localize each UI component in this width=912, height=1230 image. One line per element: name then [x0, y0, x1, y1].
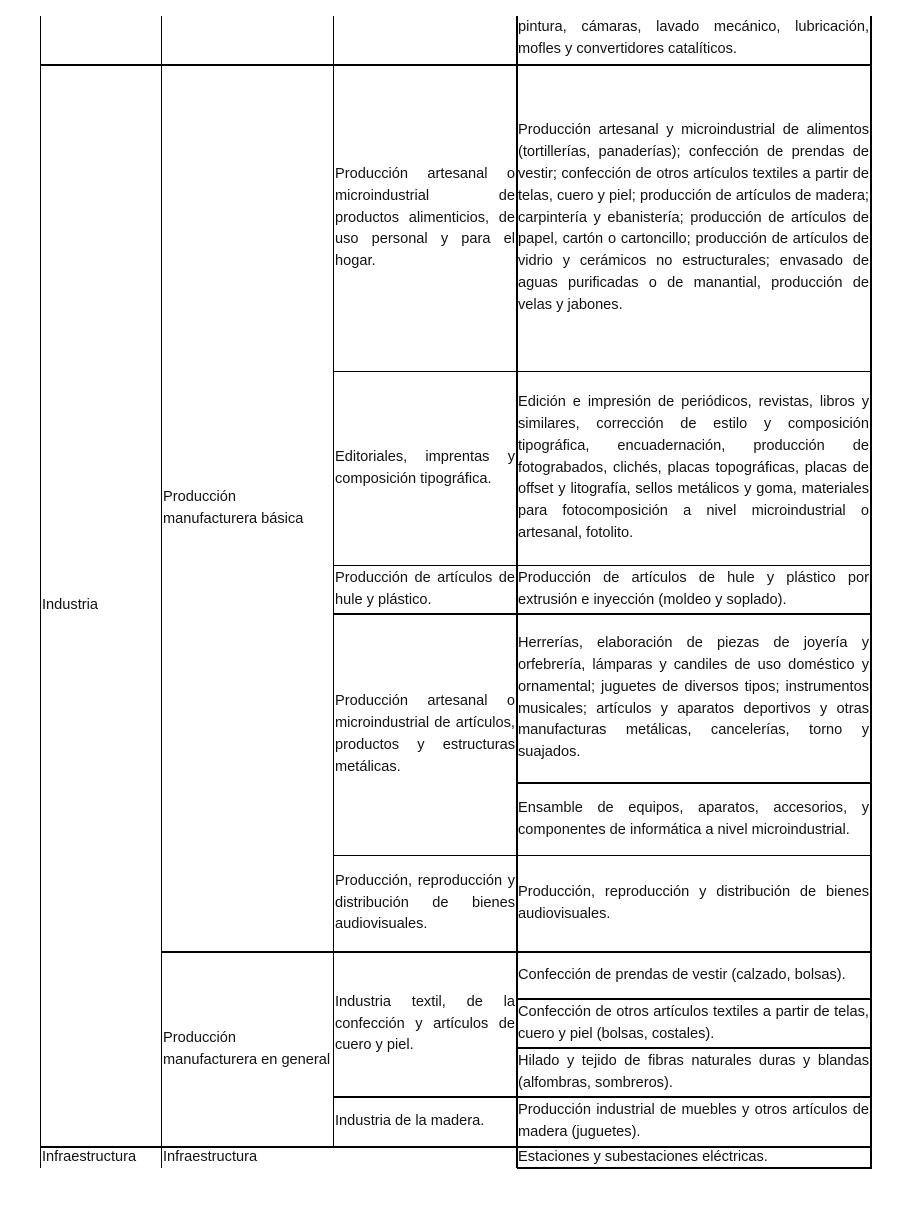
table-cell-category — [42, 1148, 160, 1168]
activity-text: Producción industrial de muebles y otros artículos de madera (juguetes). — [518, 1102, 869, 1140]
group-label: Producción manufacturera en general — [163, 1029, 331, 1068]
table-cell-activity — [518, 566, 869, 613]
table-cell-subgroup — [335, 615, 515, 855]
activity-text: Producción, reproducción y distribución de bienes audiovisuales. — [518, 883, 869, 922]
activity-text: Hilado y tejido de fibras naturales duras y blandas (alfombras, sombreros). — [518, 1052, 869, 1091]
subgroup-text: Producción, reproducción y distribución de bienes audiovisuales. — [335, 872, 515, 933]
table-cell-activity — [518, 784, 869, 855]
subgroup-text: Producción artesanal o microindustrial de productos alimenticios, de uso personal y para el hogar. — [335, 166, 515, 270]
subgroup-text: Industria de la madera. — [335, 1113, 485, 1130]
subgroup-text: Producción de artículos de hule y plástico. — [335, 569, 515, 608]
grid-line — [40, 16, 41, 1168]
subgroup-text: Industria textil, de la confección y artículos de cuero y piel. — [335, 993, 515, 1054]
table-cell-subgroup — [335, 372, 515, 565]
category-label: Industria — [42, 597, 98, 614]
subgroup-text: Editoriales, imprentas y composición tipográfica. — [335, 448, 515, 487]
table-cell-group — [163, 1148, 463, 1168]
activity-text: Producción de artículos de hule y plástico por extrusión e inyección (moldeo y soplado). — [518, 569, 869, 608]
activity-text: Herrerías, elaboración de piezas de joyería y orfebrería, lámparas y candiles de uso doméstico y ornamental; juguetes de diversos tipos; instrumentos musicales; artículos y aparatos deportivos y otras manufacturas metálicas, cancelerías, torno y suajados. — [518, 635, 869, 761]
activity-text: Producción artesanal y microindustrial de alimentos (tortillerías, panaderías); confección de prendas de vestir; confección de otros artículos textiles a partir de telas, cuero y piel; producción de artículos de madera; carpintería y ebanistería; producción de artículos de papel, cartón o cartoncillo; producción de artículos de vidrio y cerámicos no estructurales; envasado de aguas purificadas o de manantial, producción de velas y jabones. — [518, 122, 869, 313]
group-label: Producción manufacturera básica — [163, 488, 304, 527]
table-cell-activity — [518, 372, 869, 565]
activity-text: Confección de otros artículos textiles a partir de telas, cuero y piel (bolsas, costales). — [518, 1003, 869, 1042]
grid-line — [870, 16, 872, 1168]
activity-text: Confección de prendas de vestir (calzado, bolsas). — [518, 966, 846, 983]
table-cell-group — [163, 66, 331, 951]
table-cell-activity — [518, 1049, 869, 1096]
grid-line — [161, 16, 162, 1168]
table-cell-category — [42, 66, 160, 1146]
table-cell-activity — [518, 615, 869, 782]
table-cell-activity — [518, 1098, 869, 1146]
table-cell-subgroup — [335, 953, 515, 1096]
table-cell-subgroup — [335, 1098, 515, 1146]
table-cell-activity — [518, 66, 869, 371]
subgroup-text: Producción artesanal o microindustrial de artículos, productos y estructuras metálicas. — [335, 693, 515, 775]
activity-text: pintura, cámaras, lavado mecánico, lubricación, mofles y convertidores catalíticos. — [518, 19, 869, 57]
grid-line — [333, 16, 334, 1148]
table-cell-activity — [518, 856, 869, 951]
table-cell-subgroup — [335, 566, 515, 613]
activity-text: Estaciones y subestaciones eléctricas. — [518, 1149, 768, 1166]
table-cell-activity — [518, 953, 869, 998]
category-label: Infraestructura — [42, 1149, 137, 1166]
table-cell-subgroup — [335, 856, 515, 951]
table-cell-group — [163, 953, 331, 1146]
activity-text: Edición e impresión de periódicos, revistas, libros y similares, corrección de estilo y composición tipográfica, encuadernación, producción de fotograbados, clichés, placas topográficas, placas de offset y litografía, sellos metálicos y goma, materiales para fotocomposición a nivel microindustrial o artesanal, fotolito. — [518, 394, 869, 541]
group-label: Infraestructura — [163, 1149, 258, 1166]
table-cell-subgroup — [335, 66, 515, 371]
activity-text: Ensamble de equipos, aparatos, accesorios, y componentes de informática a nivel microindustrial. — [518, 799, 869, 838]
table-cell-activity — [518, 1148, 869, 1168]
table-cell-activity — [518, 17, 869, 61]
table-cell-activity — [518, 1000, 869, 1047]
